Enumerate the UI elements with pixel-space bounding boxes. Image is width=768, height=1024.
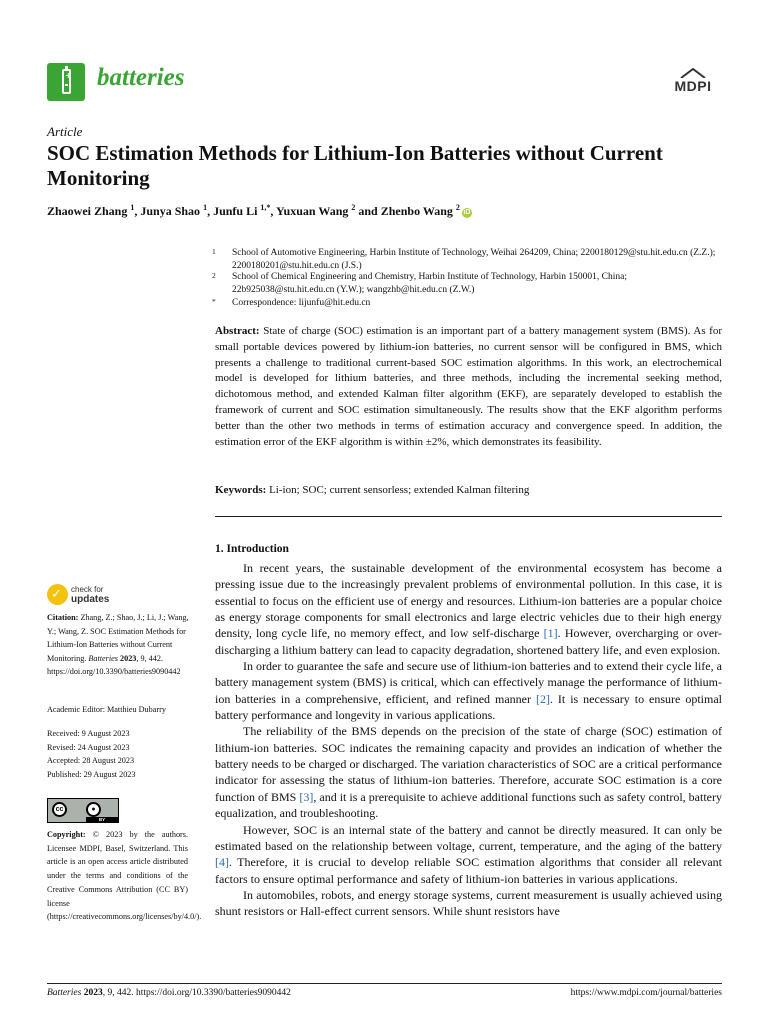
journal-logo-icon bbox=[47, 63, 85, 101]
author-name: Yuxuan Wang bbox=[275, 204, 352, 218]
abstract-label: Abstract: bbox=[215, 325, 260, 337]
citation-link[interactable]: [1] bbox=[543, 626, 558, 641]
publisher-name: MDPI bbox=[674, 78, 712, 94]
paragraph: In order to guarantee the safe and secure use of lithium-ion batteries and to extend their cycle life, a battery management system (BMS) is critical, which can effectively manage the performance of lithium-ion batteries in a comprehensive, efficient, and refined manner [2]. It is necessary to ensure optimal battery performance and longevity in various applications. bbox=[215, 659, 722, 723]
mdpi-roof-icon bbox=[680, 68, 706, 78]
affiliation-1: 1 School of Automotive Engineering, Harbin Institute of Technology, Weihai 264209, China; 2200180129@stu.hit.edu.cn (Z.Z.); 2200180201@stu.hit.edu.cn (J.S.) bbox=[212, 247, 716, 271]
author-affiliation-marker: 1 bbox=[203, 203, 208, 212]
author-list: Zhaowei Zhang $^1$, Junya Shao $^1$, Junfu Li $^{1,*}$, Yuxuan Wang $^2$ and Zhenbo Wang $^2$iD bbox=[47, 203, 471, 218]
orcid-icon[interactable]: iD bbox=[463, 209, 471, 216]
footer-citation: Batteries 2023, 9, 442. https://doi.org/10.3390/batteries9090442 bbox=[47, 988, 291, 998]
footer-divider bbox=[47, 983, 722, 984]
author-name: Zhenbo Wang bbox=[380, 204, 456, 218]
publisher-logo bbox=[666, 68, 720, 98]
body-text bbox=[215, 560, 722, 920]
footer-journal-url[interactable]: https://www.mdpi.com/journal/batteries bbox=[570, 988, 722, 998]
cc-icon: cc bbox=[52, 802, 67, 817]
academic-editor: Academic Editor: Matthieu Dubarry bbox=[47, 705, 166, 714]
section-heading: 1. Introduction bbox=[215, 543, 289, 555]
citation-link[interactable]: [2] bbox=[535, 691, 550, 706]
correspondence: * Correspondence: lijunfu@hit.edu.cn bbox=[212, 297, 371, 308]
check-icon: ✓ bbox=[47, 584, 68, 605]
paragraph: In recent years, the sustainable development of the environmental ecosystem has become a pressing issue due to the increasingly prevalent problems of environmental pollution. In this case, it is essential to focus on the efficient use of energy and resources. Lithium-ion batteries are a popular choice as energy storage components for small electronics and large electric vehicles due to their high energy density, long cycle life, no memory effect, and low self-discharge [1]. However, overcharging or over-discharging a lithium battery can lead to capacity degradation, shortened battery life, and even explosion. bbox=[215, 561, 722, 657]
author-affiliation-marker: 1 bbox=[130, 203, 135, 212]
cc-by-license-icon[interactable]: cc ● BY bbox=[47, 798, 119, 823]
citation-link[interactable]: [4] bbox=[215, 855, 229, 870]
section-divider bbox=[215, 516, 722, 517]
abstract-text: State of charge (SOC) estimation is an important part of a battery management system (BMS). As for small portable devices powered by lithium-ion batteries, no current sensor will be configured in BMS, which presents a challenge to traditional current-based SOC estimation algorithms. In this work, an electrochemical model is developed for lithium batteries, and three methods, including the incremental seeking method, dichotomous method, and extended Kalman filter algorithm (EKF), are separately developed to establish the framework of current and SOC estimation simultaneously. The results show that the EKF algorithm performs better than the other two methods in terms of estimation accuracy and convergence speed. In addition, the estimation error of the EKF algorithm is within ±2%, which demonstrates its feasibility. bbox=[215, 325, 723, 448]
author-name: Junfu Li bbox=[213, 204, 261, 218]
author-name: Junya Shao bbox=[140, 204, 204, 218]
abstract bbox=[215, 324, 722, 450]
keywords-text: Li-ion; SOC; current sensorless; extended Kalman filtering bbox=[269, 484, 530, 496]
author-affiliation-marker: 2 bbox=[455, 203, 460, 212]
keywords bbox=[215, 483, 722, 498]
attribution-icon: ● bbox=[86, 802, 101, 817]
battery-icon: + bbox=[62, 69, 71, 94]
author-affiliation-marker: 2 bbox=[351, 203, 356, 212]
paragraph: In automobiles, robots, and energy storage systems, current measurement is usually achieved using shunt resistors or Hall-effect current sensors. While shunt resistors have bbox=[215, 887, 722, 919]
author-affiliation-marker: 1,* bbox=[260, 203, 271, 212]
citation-link[interactable]: [3] bbox=[299, 789, 314, 804]
affiliation-2: 2 School of Chemical Engineering and Chemistry, Harbin Institute of Technology, Harbin 150001, China; 22b925038@stu.hit.edu.cn (Y.W.); wangzhb@hit.edu.cn (Z.W.) bbox=[212, 271, 628, 295]
paper-title: SOC Estimation Methods for Lithium-Ion Batteries without Current Monitoring bbox=[47, 141, 663, 190]
check-for-updates-button[interactable]: ✓ check for updates bbox=[47, 584, 127, 608]
citation-block: Citation: Zhang, Z.; Shao, J.; Li, J.; Wang, Y.; Wang, Z. SOC Estimation Methods for Lithium-Ion Batteries without Current Monitoring. Batteries 2023, 9, 442. https://doi.org/10.3390/batteries9090442 bbox=[47, 613, 189, 676]
keywords-label: Keywords: bbox=[215, 484, 267, 496]
paragraph: However, SOC is an internal state of the battery and cannot be directly measured. It can only be estimated based on the relationship between voltage, current, temperature, and the aging of the battery [4]. Therefore, it is crucial to develop reliable SOC estimation algorithms that consider all relevant factors to ensure optimal performance and safety of lithium-ion batteries in various applications. bbox=[215, 822, 722, 886]
author-name: Zhaowei Zhang bbox=[47, 204, 131, 218]
journal-name: batteries bbox=[97, 64, 185, 91]
copyright-notice: Copyright: © 2023 by the authors. Licensee MDPI, Basel, Switzerland. This article is an open access article distributed under the terms and conditions of the Creative Commons Attribution (CC BY) license (https://creativecommons.org/licenses/by/4.0/). bbox=[47, 830, 202, 922]
article-type: Article bbox=[47, 124, 83, 139]
publication-dates: Received: 9 August 2023 Revised: 24 August 2023 Accepted: 28 August 2023 Published: 29 August 2023 bbox=[47, 729, 136, 779]
paragraph: The reliability of the BMS depends on the precision of the state of charge (SOC) estimation of lithium-ion batteries. SOC indicates the remaining capacity and provides an indication of whether the battery needs to be charged or discharged. The variation characteristics of SOC are a critical performance indicator for assessing the status of lithium-ion batteries. Therefore, accurate SOC estimation is a core function of BMS [3], and it is a prerequisite to achieve additional functions such as safety control, battery equalization, and troubleshooting. bbox=[215, 724, 722, 821]
